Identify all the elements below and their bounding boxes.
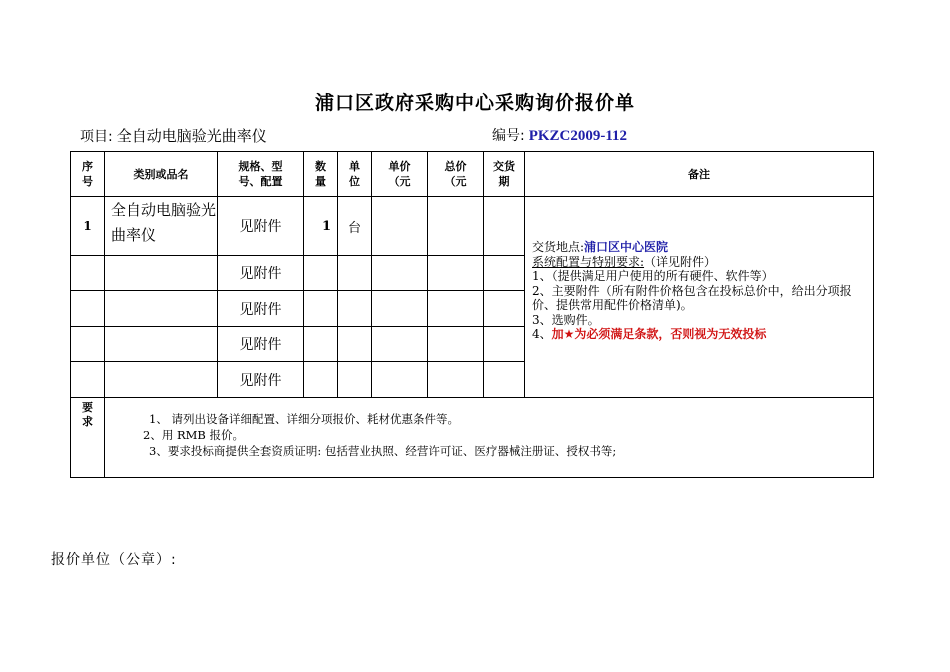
config-note: （详见附件） <box>644 254 717 269</box>
row-total-price <box>428 327 484 362</box>
header-unit: 单位 <box>338 152 372 197</box>
row-name <box>105 362 218 398</box>
row-unit <box>338 256 372 291</box>
project-label: 项目: <box>80 129 113 145</box>
row-delivery <box>484 362 525 398</box>
row-unit-price <box>372 256 428 291</box>
row-unit: 台 <box>338 197 372 256</box>
code-value: PKZC2009-112 <box>528 128 628 144</box>
header-name: 类别或品名 <box>105 152 218 197</box>
requirement-line-3: 3、要求投标商提供全套资质证明: 包括营业执照、经营许可证、医疗器械注册证、授权书等; <box>149 444 617 458</box>
row-unit-price <box>372 327 428 362</box>
row-total-price <box>428 291 484 327</box>
row-spec: 见附件 <box>218 256 304 291</box>
code-line <box>492 125 627 145</box>
header-qty: 数量 <box>304 152 338 197</box>
row-total-price <box>428 256 484 291</box>
header-delivery: 交货期 <box>484 152 525 197</box>
remark-item-1: 1、（提供满足用户使用的所有硬件、软件等） <box>532 269 774 283</box>
row-total-price <box>428 362 484 398</box>
row-unit-price <box>372 291 428 327</box>
row-name <box>105 291 218 327</box>
row-seq <box>71 327 105 362</box>
row-qty <box>304 327 338 362</box>
quote-unit-label: 报价单位（公章）: <box>51 552 177 568</box>
remark-item-3: 3、选购件。 <box>532 312 600 327</box>
header-total-price: 总价（元 <box>428 152 484 197</box>
row-qty <box>304 291 338 327</box>
delivery-place: 浦口区中心医院 <box>584 240 669 254</box>
row-seq <box>71 291 105 327</box>
remarks-cell <box>525 197 874 398</box>
row-unit <box>338 291 372 327</box>
requirements-row <box>71 398 874 478</box>
row-spec: 见附件 <box>218 197 304 256</box>
row-total-price <box>428 197 484 256</box>
code-label: 编号: <box>492 128 525 144</box>
header-remarks: 备注 <box>525 152 874 197</box>
row-name <box>105 327 218 362</box>
config-label: 系统配置与特别要求: <box>532 254 645 269</box>
row-spec: 见附件 <box>218 291 304 327</box>
row-name <box>105 256 218 291</box>
table-header-row <box>71 152 874 197</box>
row-qty <box>304 362 338 398</box>
row-delivery <box>484 291 525 327</box>
table-row <box>71 197 874 256</box>
row-seq: 1 <box>71 197 105 256</box>
row-qty <box>304 256 338 291</box>
header-unit-price: 单价（元 <box>372 152 428 197</box>
header-spec: 规格、型号、配置 <box>218 152 304 197</box>
row-seq <box>71 362 105 398</box>
remark-item-4-warning: 加★为必须满足条款，否则视为无效投标 <box>551 327 767 341</box>
requirements-body <box>105 398 874 478</box>
row-unit <box>338 362 372 398</box>
row-spec: 见附件 <box>218 362 304 398</box>
requirement-line-1: 1、 请列出设备详细配置、详细分项报价、耗材优惠条件等。 <box>149 412 459 426</box>
row-unit-price <box>372 362 428 398</box>
requirement-line-2: 2、用 RMB 报价。 <box>143 428 245 442</box>
row-seq <box>71 256 105 291</box>
row-name: 全自动电脑验光曲率仪 <box>105 197 218 256</box>
row-delivery <box>484 256 525 291</box>
quote-table <box>70 151 874 478</box>
project-line <box>80 125 267 146</box>
remark-item-4-prefix: 4、 <box>532 327 552 341</box>
row-spec: 见附件 <box>218 327 304 362</box>
requirements-label: 要求 <box>71 398 105 478</box>
delivery-label: 交货地点: <box>532 240 585 254</box>
row-delivery <box>484 197 525 256</box>
project-name: 全自动电脑验光曲率仪 <box>116 127 267 145</box>
row-unit-price <box>372 197 428 256</box>
header-seq: 序号 <box>71 152 105 197</box>
row-delivery <box>484 327 525 362</box>
remark-item-2: 2、主要附件（所有附件价格包含在投标总价中，给出分项报价、提供常用配件价格清单)。 <box>532 283 852 312</box>
row-qty: 1 <box>304 197 338 256</box>
row-unit <box>338 327 372 362</box>
document-title: 浦口区政府采购中心采购询价报价单 <box>314 92 635 114</box>
